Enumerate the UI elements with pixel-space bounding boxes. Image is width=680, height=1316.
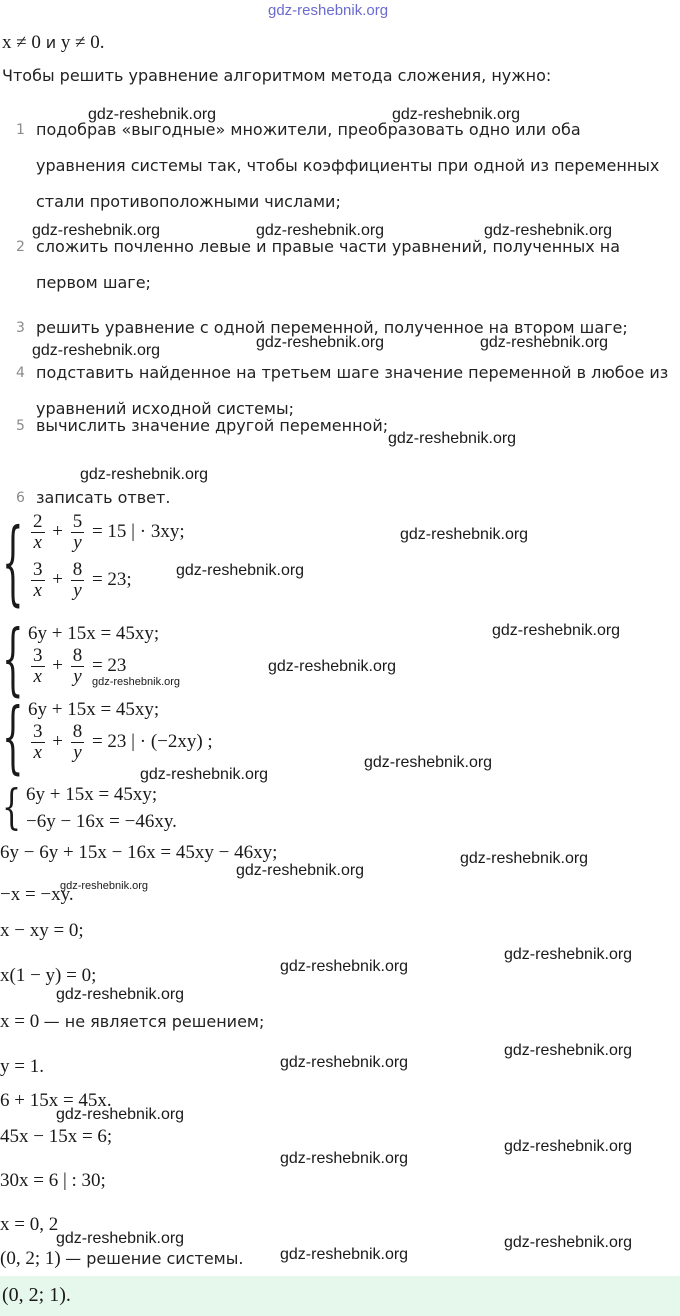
step-number: 3 xyxy=(16,320,25,336)
watermark: gdz-reshebnik.org xyxy=(92,676,181,688)
watermark: gdz-reshebnik.org xyxy=(176,562,305,579)
derivation-line: 6 + 15x = 45x. xyxy=(0,1090,112,1111)
derivation-line: x = 0 — не является решением; xyxy=(0,1011,265,1032)
domain-condition xyxy=(2,32,105,54)
system2-eq1: 6y + 15x = 45xy; xyxy=(28,623,160,644)
condition-y: y ≠ 0. xyxy=(60,32,105,53)
step-text: вычислить значение другой переменной; xyxy=(36,416,389,435)
derivation-line: 6y − 6y + 15x − 16x = 45xy − 46xy; xyxy=(0,842,278,863)
condition-x: x ≠ 0 xyxy=(2,32,41,53)
watermark: gdz-reshebnik.org xyxy=(140,766,269,783)
system4-eq1: 6y + 15x = 45xy; xyxy=(26,784,158,805)
watermark: gdz-reshebnik.org xyxy=(236,862,365,879)
derivation-line: −x = −xy. xyxy=(0,884,74,905)
watermark: gdz-reshebnik.org xyxy=(80,466,209,483)
watermark: gdz-reshebnik.org xyxy=(492,622,621,639)
watermark: gdz-reshebnik.org xyxy=(88,106,217,123)
watermark: gdz-reshebnik.org xyxy=(56,1230,185,1247)
watermark: gdz-reshebnik.org xyxy=(392,106,521,123)
watermark: gdz-reshebnik.org xyxy=(268,2,389,19)
system4-eq2: −6y − 16x = −46xy. xyxy=(26,811,177,832)
step-number: 4 xyxy=(16,365,25,381)
step-number: 5 xyxy=(16,418,25,434)
system1-eq2: $\frac{3}{x}$ + $\frac{8}{y}$ = 23; xyxy=(33,559,132,601)
derivation-line: (0, 2; 1) — решение системы. xyxy=(0,1248,244,1269)
watermark: gdz-reshebnik.org xyxy=(280,1150,409,1167)
watermark: gdz-reshebnik.org xyxy=(32,222,161,239)
watermark: gdz-reshebnik.org xyxy=(460,850,589,867)
watermark: gdz-reshebnik.org xyxy=(504,946,633,963)
step-number: 2 xyxy=(16,239,25,255)
system-brace: { xyxy=(2,510,24,618)
system-brace: { xyxy=(2,692,24,784)
system-brace: { xyxy=(2,780,22,836)
step-text: подобрав «выгодные» множители, преобразовать одно или оба xyxy=(36,120,581,139)
watermark: gdz-reshebnik.org xyxy=(32,342,161,359)
step-text: уравнения системы так, чтобы коэффициенты при одной из переменных xyxy=(36,156,660,175)
step-number: 6 xyxy=(16,490,25,506)
step-text: записать ответ. xyxy=(36,488,171,507)
step-text: уравнений исходной системы; xyxy=(36,399,295,418)
system1-eq1: $\frac{2}{x}$ + $\frac{5}{y}$ = 15 | · 3xy; xyxy=(33,511,185,553)
step-text: решить уравнение с одной переменной, полученное на втором шаге; xyxy=(36,318,628,337)
watermark: gdz-reshebnik.org xyxy=(280,1054,409,1071)
condition-conj: и xyxy=(45,33,57,52)
step-number: 1 xyxy=(16,122,25,138)
watermark: gdz-reshebnik.org xyxy=(268,658,397,675)
derivation-line: x(1 − y) = 0; xyxy=(0,965,97,986)
watermark: gdz-reshebnik.org xyxy=(56,1106,185,1123)
system3-eq1: 6y + 15x = 45xy; xyxy=(28,699,160,720)
watermark: gdz-reshebnik.org xyxy=(388,430,517,447)
derivation-line: x − xy = 0; xyxy=(0,920,84,941)
system-brace: { xyxy=(2,614,24,706)
watermark: gdz-reshebnik.org xyxy=(484,222,613,239)
step-text: сложить почленно левые и правые части уравнений, полученных на xyxy=(36,237,621,256)
watermark: gdz-reshebnik.org xyxy=(504,1042,633,1059)
step-text: первом шаге; xyxy=(36,273,151,292)
watermark: gdz-reshebnik.org xyxy=(60,880,149,892)
watermark: gdz-reshebnik.org xyxy=(504,1138,633,1155)
step-text: подставить найденное на третьем шаге значение переменной в любое из xyxy=(36,363,669,382)
derivation-line: 30x = 6 | : 30; xyxy=(0,1170,106,1191)
watermark: gdz-reshebnik.org xyxy=(400,526,529,543)
watermark: gdz-reshebnik.org xyxy=(256,222,385,239)
watermark: gdz-reshebnik.org xyxy=(56,986,185,1003)
watermark: gdz-reshebnik.org xyxy=(480,334,609,351)
algorithm-title: Чтобы решить уравнение алгоритмом метода сложения, нужно: xyxy=(2,66,552,85)
answer-box xyxy=(0,1276,680,1316)
watermark: gdz-reshebnik.org xyxy=(280,1246,409,1263)
system2-eq2: $\frac{3}{x}$ + $\frac{8}{y}$ = 23 xyxy=(33,645,127,687)
system3-eq2: $\frac{3}{x}$ + $\frac{8}{y}$ = 23 | · (−2xy) ; xyxy=(33,721,213,763)
watermark: gdz-reshebnik.org xyxy=(280,958,409,975)
watermark: gdz-reshebnik.org xyxy=(504,1234,633,1251)
derivation-line: 45x − 15x = 6; xyxy=(0,1126,113,1147)
watermark: gdz-reshebnik.org xyxy=(256,334,385,351)
derivation-line: y = 1. xyxy=(0,1056,44,1077)
step-text: стали противоположными числами; xyxy=(36,192,341,211)
answer: (0, 2; 1). xyxy=(2,1284,71,1306)
watermark: gdz-reshebnik.org xyxy=(364,754,493,771)
derivation-line: x = 0, 2 xyxy=(0,1214,59,1235)
